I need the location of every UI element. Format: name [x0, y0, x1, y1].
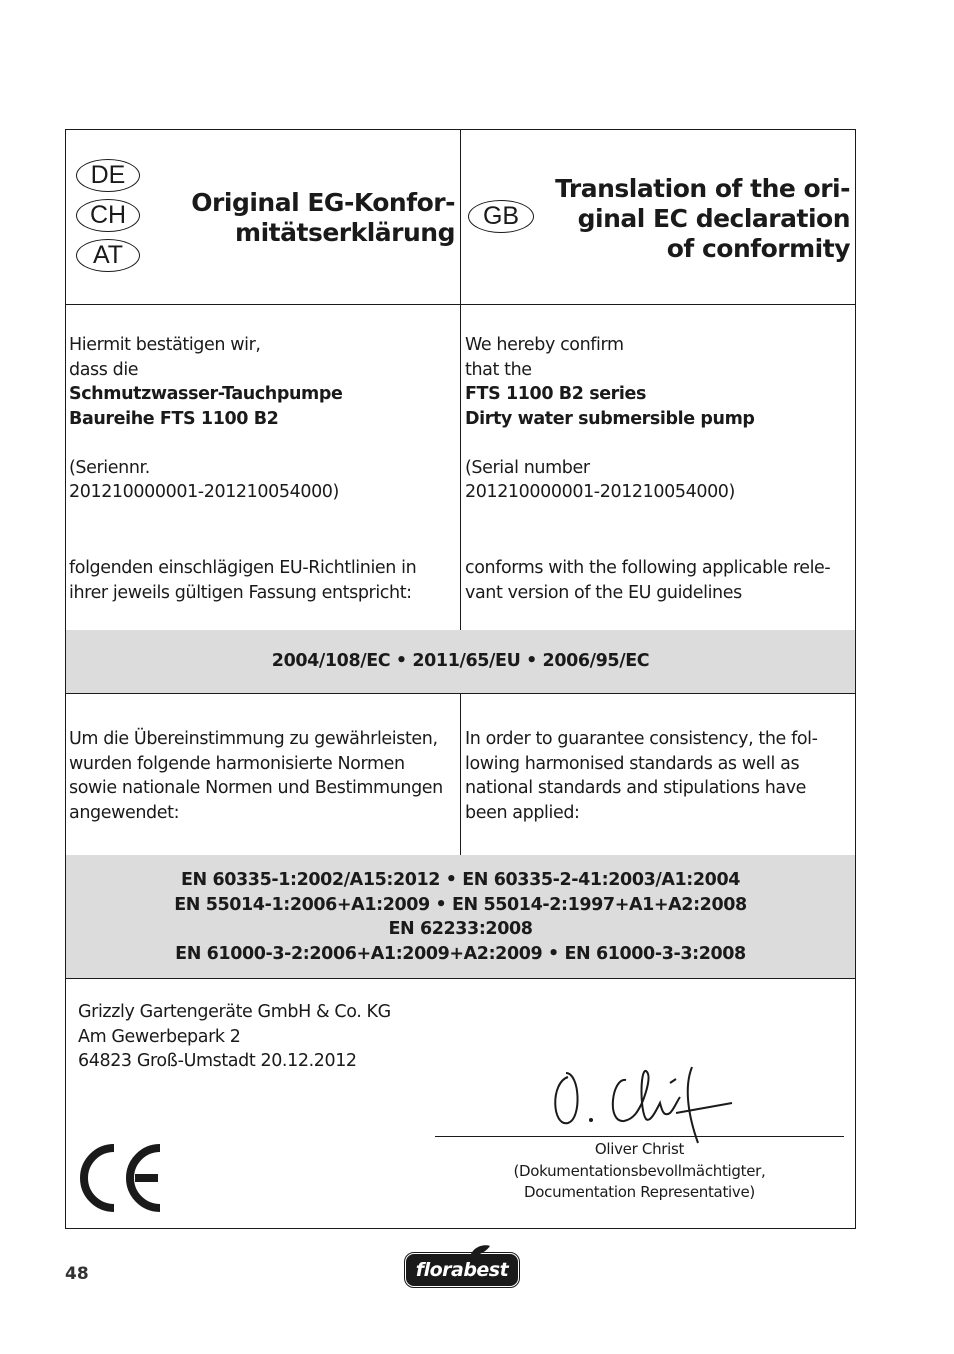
brand-logo: florabest	[406, 1254, 518, 1286]
country-code-gb: GB	[468, 200, 534, 233]
directives-band	[66, 630, 855, 693]
serial-range-gb: 201210000001-201210054000)	[465, 482, 735, 502]
intro-gb: We hereby confirm that the FTS 1100 B2 series Dirty water submersible pump (Serial number 201210000001-201210054000)	[465, 333, 755, 505]
standards-intro-gb: In order to guarantee consistency, the fol- lowing harmonised standards as well as national standards and stipulations have been applied:	[465, 729, 818, 823]
declaration-frame	[65, 129, 856, 1229]
product-name-de: Schmutzwasser-Tauchpumpe	[69, 384, 343, 404]
product-series-de: Baureihe FTS 1100 B2	[69, 408, 279, 429]
directives-list: 2004/108/EC • 2011/65/EU • 2006/95/EC	[271, 651, 650, 671]
title-de: Original EG-Konfor- mitätserklärung	[191, 188, 455, 247]
country-code-de: DE	[76, 159, 140, 192]
signature-icon	[546, 1055, 736, 1145]
country-code-ch: CH	[76, 199, 140, 232]
country-code-at: AT	[76, 239, 140, 272]
product-name-gb: Dirty water submersible pump	[465, 408, 755, 429]
serial-range-de: 201210000001-201210054000)	[69, 482, 339, 502]
standards-intro-de: Um die Übereinstimmung zu gewährleisten, wurden folgende harmonisierte Normen sowie nationale Normen und Bestimmungen angewendet:	[69, 729, 443, 823]
place-date: 64823 Groß-Umstadt 20.12.2012	[78, 1051, 357, 1071]
intro-de: Hiermit bestätigen wir, dass die Schmutzwasser-Tauchpumpe Baureihe FTS 1100 B2 (Seriennr. 201210000001-201210054000)	[69, 333, 342, 505]
signature-line	[435, 1136, 844, 1137]
ce-mark-icon	[78, 1140, 168, 1216]
signatory-name: Oliver Christ	[594, 1140, 685, 1158]
company-address: Grizzly Gartengeräte GmbH & Co. KG Am Gewerbepark 2 64823 Groß-Umstadt 20.12.2012	[78, 1000, 391, 1074]
company-name: Grizzly Gartengeräte GmbH & Co. KG	[78, 1002, 391, 1022]
title-gb: Translation of the ori- ginal EC declaration of conformity	[555, 174, 850, 263]
standards-list: EN 60335-1:2002/A15:2012 • EN 60335-2-41:2003/A1:2004 EN 55014-1:2006+A1:2009 • EN 55014-2:1997+A1+A2:2008 EN 62233:2008 EN 61000-3-2:2006+A1:2009+A2:2009 • EN 61000-3-3:2008	[174, 870, 747, 964]
page-number: 48	[65, 1264, 89, 1284]
conformity-statement-de: folgenden einschlägigen EU-Richtlinien in ihrer jeweils gültigen Fassung entspricht:	[69, 558, 417, 603]
signatory-block: Oliver Christ (Dokumentationsbevollmächtigter, Documentation Representative)	[435, 1139, 844, 1204]
column-divider	[460, 130, 461, 304]
product-series-gb: FTS 1100 B2 series	[465, 384, 646, 404]
conformity-statement-gb: conforms with the following applicable rele- vant version of the EU guidelines	[465, 558, 831, 603]
standards-band	[66, 855, 855, 978]
